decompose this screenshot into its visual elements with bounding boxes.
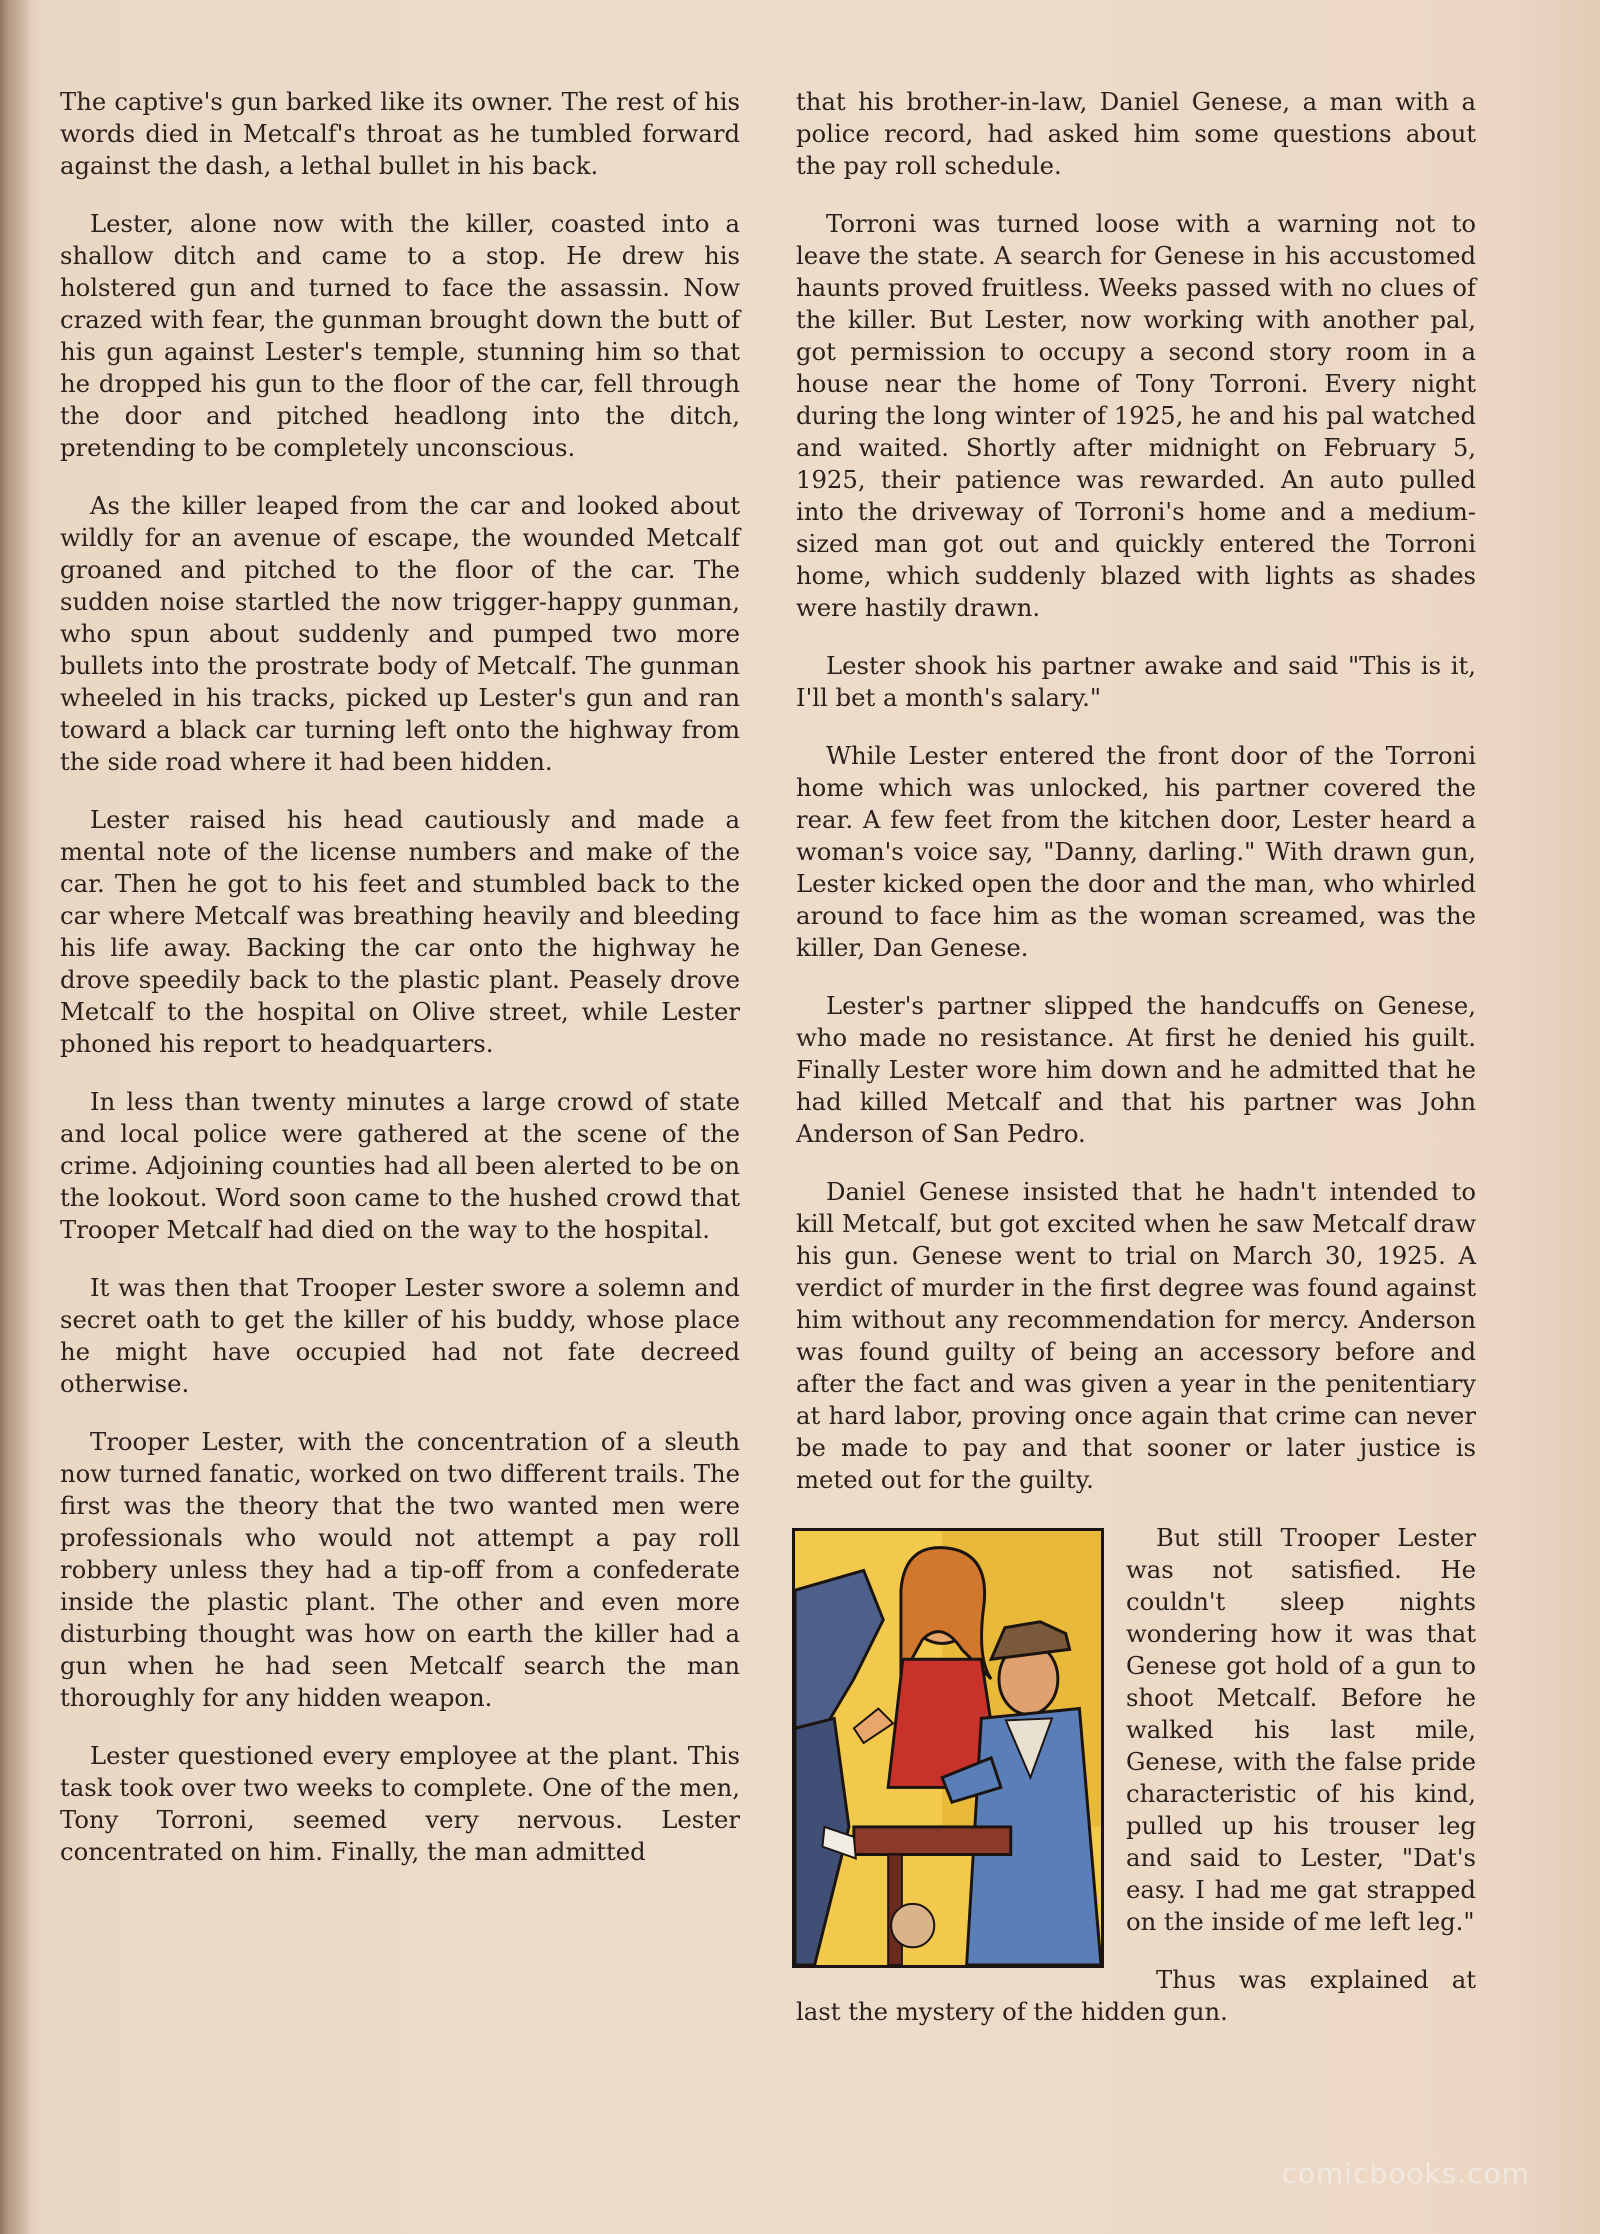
paragraph: In less than twenty minutes a large crowd of state and local police were gathered at the scene of the crime. Adjoining counties had all been alerted to be on the lookout. Word soon came to the hushed crowd that Trooper Metcalf had died on the way to the hospital.	[60, 1087, 740, 1244]
left-column	[60, 86, 740, 1894]
paragraph: It was then that Trooper Lester swore a solemn and secret oath to get the killer of his buddy, whose place he might have occupied had not fate decreed otherwise.	[60, 1273, 740, 1398]
paragraph: Lester questioned every employee at the plant. This task took over two weeks to complete. One of the men, Tony Torroni, seemed very nervous. Lester concentrated on him. Finally, the man admitted	[60, 1741, 740, 1866]
paragraph: Thus was explained at last the mystery of the hidden gun.	[796, 1965, 1476, 2026]
paragraph: Lester raised his head cautiously and made a mental note of the license numbers and make of the car. Then he got to his feet and stumbled back to the car where Metcalf was breathing heavily and bleeding his life away. Backing the car onto the highway he drove speedily back to the plastic plant. Peasely drove Metcalf to the hospital on Olive street, while Lester phoned his report to headquarters.	[60, 805, 740, 1058]
paragraph: Trooper Lester, with the concentration of a sleuth now turned fanatic, worked on two different trails. The first was the theory that the two wanted men were professionals who would not attempt a pay roll robbery unless they had a tip-off from a confederate inside the plastic plant. The other and even more disturbing thought was how on earth the killer had a gun when he had seen Metcalf search the man thoroughly for any hidden weapon.	[60, 1427, 740, 1712]
paragraph: Daniel Genese insisted that he hadn't intended to kill Metcalf, but got excited when he saw Metcalf draw his gun. Genese went to trial on March 30, 1925. A verdict of murder in the first degree was found against him without any recommendation for mercy. Anderson was found guilty of being an accessory before and after the fact and was given a year in the penitentiary at hard labor, proving once again that crime can never be made to pay and that sooner or later justice is meted out for the guilty.	[796, 1177, 1476, 1494]
paragraph: Torroni was turned loose with a warning not to leave the state. A search for Genese in his accustomed haunts proved fruitless. Weeks passed with no clues of the killer. But Lester, now working with another pal, got permission to occupy a second story room in a house near the home of Tony Torroni. Every night during the long winter of 1925, he and his pal watched and waited. Shortly after midnight on February 5, 1925, their patience was rewarded. An auto pulled into the driveway of Torroni's home and a medium-sized man got out and quickly entered the Torroni home, which suddenly blazed with lights as shades were hastily drawn.	[796, 209, 1476, 622]
paragraph: As the killer leaped from the car and looked about wildly for an avenue of escape, the wounded Metcalf groaned and pitched to the floor of the car. The sudden noise startled the now trigger-happy gunman, who spun about suddenly and pumped two more bullets into the prostrate body of Metcalf. The gunman wheeled in his tracks, picked up Lester's gun and ran toward a black car turning left onto the highway from the side road where it had been hidden.	[60, 491, 740, 776]
comic-illustration	[792, 1528, 1104, 1968]
paragraph: While Lester entered the front door of the Torroni home which was unlocked, his partner covered the rear. A few feet from the kitchen door, Lester heard a woman's voice say, "Danny, darling." With drawn gun, Lester kicked open the door and the man, who whirled around to face him as the woman screamed, was the killer, Dan Genese.	[796, 741, 1476, 962]
watermark: comicbooks.com	[1281, 2157, 1530, 2190]
paragraph: Lester, alone now with the killer, coasted into a shallow ditch and came to a stop. He drew his holstered gun and turned to face the assassin. Now crazed with fear, the gunman brought down the butt of his gun against Lester's temple, stunning him so that he dropped his gun to the floor of the car, fell through the door and pitched headlong into the ditch, pretending to be completely unconscious.	[60, 209, 740, 462]
paragraph: that his brother-in-law, Daniel Genese, a man with a police record, had asked him some questions about the pay roll schedule.	[796, 87, 1476, 180]
right-column	[796, 86, 1476, 2054]
paragraph: The captive's gun barked like its owner. The rest of his words died in Metcalf's throat as he tumbled forward against the dash, a lethal bullet in his back.	[60, 87, 740, 180]
paragraph: Lester's partner slipped the handcuffs on Genese, who made no resistance. At first he denied his guilt. Finally Lester wore him down and he admitted that he had killed Metcalf and that his partner was John Anderson of San Pedro.	[796, 991, 1476, 1148]
page-spine-shadow	[0, 0, 30, 2234]
paragraph: Lester shook his partner awake and said "This is it, I'll bet a month's salary."	[796, 651, 1476, 712]
illustration-drawing	[795, 1531, 1101, 1965]
paragraph: But still Trooper Lester was not satisfied. He couldn't sleep nights wondering how it was that Genese got hold of a gun to shoot Metcalf. Before he walked his last mile, Genese, with the false pride characteristic of his kind, pulled up his trouser leg and said to Lester, "Dat's easy. I had me gat strapped on the inside of me left leg."	[1126, 1523, 1476, 1936]
